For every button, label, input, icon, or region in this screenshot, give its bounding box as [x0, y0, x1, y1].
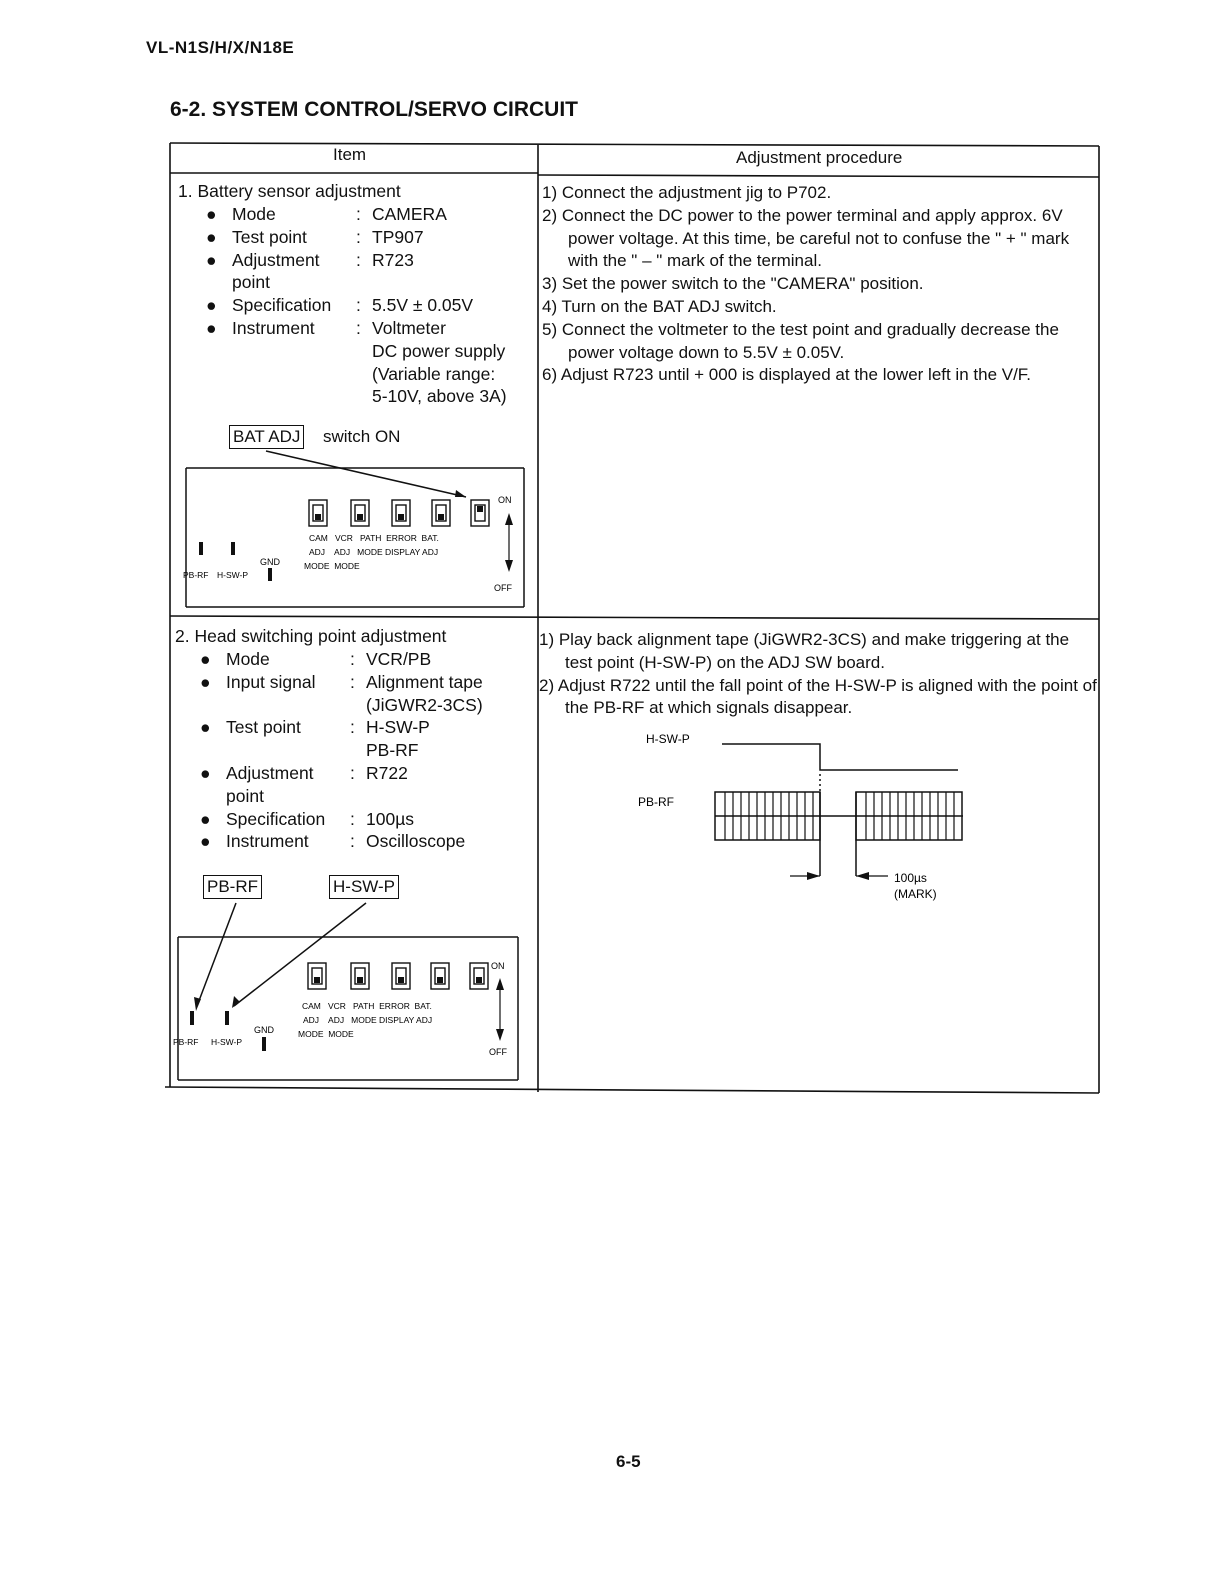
procedure-step: 2) Connect the DC power to the power terminal and apply approx. 6V power voltage. At this time, be careful not to confuse the " + " mark with the " – " mark of the terminal. — [542, 205, 1070, 271]
procedure-step: 2) Adjust R722 until the fall point of the H-SW-P is aligned with the point of the PB-RF at which signals disappear. — [539, 675, 1097, 718]
procedure-step: 5) Connect the voltmeter to the test point and gradually decrease the power voltage down to 5.5V ± 0.05V. — [542, 319, 1059, 362]
model-number: VL-N1S/H/X/N18E — [146, 38, 295, 57]
item2-specs: ● Mode : VCR/PB ● Input signal : Alignment tape (JiGWR2-3CS) ● Test point : H-SW-P PB-RF ● Adjustment : R722 point ● Specification : 100µs ● Instrument : Oscilloscope — [200, 649, 483, 852]
column-header-item: Item — [333, 145, 367, 164]
procedure-step: 4) Turn on the BAT ADJ switch. — [542, 296, 777, 316]
item1-specs: ● Mode : CAMERA ● Test point : TP907 ● Adjustment : R723 point ● Specification : 5.5V ± 0.05V ● Instrument : Voltmeter DC power supply (Variable range: 5-10V, above 3A) — [206, 204, 507, 407]
switch-labels-row1: CAM VCR PATH ERROR BAT. — [302, 1001, 432, 1011]
on-label: ON — [491, 961, 505, 971]
waveform-pb-rf-label: PB-RF — [638, 795, 674, 809]
procedure-step: 1) Play back alignment tape (JiGWR2-3CS) and make triggering at the test point (H-SW-P) on the ADJ SW board. — [539, 630, 1070, 672]
pb-rf-pin-label: PB-RF — [183, 570, 209, 580]
switch-on-text: switch ON — [323, 427, 401, 446]
waveform-time-label: 100µs — [894, 871, 927, 885]
column-header-procedure: Adjustment procedure — [736, 148, 903, 167]
procedure-step: 6) Adjust R723 until + 000 is displayed at the lower left in the V/F. — [542, 365, 1032, 385]
procedure-step: 1) Connect the adjustment jig to P702. — [542, 183, 832, 202]
waveform-h-sw-p-label: H-SW-P — [646, 732, 690, 746]
gnd-label: GND — [260, 557, 280, 567]
h-sw-p-pin-label: H-SW-P — [211, 1037, 243, 1047]
item1-procedure — [542, 182, 1097, 387]
bat-adj-label-box: BAT ADJ — [229, 425, 304, 449]
section-title: 6-2. SYSTEM CONTROL/SERVO CIRCUIT — [170, 98, 578, 121]
procedure-step: 3) Set the power switch to the "CAMERA" position. — [542, 274, 924, 294]
adj-sw-board-diagram-2 — [168, 895, 530, 1090]
h-sw-p-label-box: H-SW-P — [329, 875, 399, 899]
switch-labels-row3: MODE MODE — [304, 561, 360, 571]
h-sw-p-pin-label: H-SW-P — [217, 570, 249, 580]
page-number: 6-5 — [616, 1452, 641, 1471]
on-label: ON — [498, 495, 512, 505]
switch-labels-row2: ADJ ADJ MODE DISPLAY ADJ — [303, 1015, 433, 1025]
item2-title: 2. Head switching point adjustment — [175, 626, 447, 646]
adj-sw-board-diagram-1 — [176, 445, 532, 615]
waveform-diagram — [630, 728, 990, 908]
waveform-mark-label: (MARK) — [894, 887, 937, 901]
item2-procedure — [539, 629, 1097, 720]
pb-rf-label-box: PB-RF — [203, 875, 262, 899]
switch-labels-row3: MODE MODE — [298, 1029, 354, 1039]
item1-title: 1. Battery sensor adjustment — [178, 181, 401, 201]
pb-rf-pin-label: PB-RF — [173, 1037, 199, 1047]
gnd-label: GND — [254, 1025, 274, 1035]
off-label: OFF — [489, 1047, 507, 1057]
switch-labels-row2: ADJ ADJ MODE DISPLAY ADJ — [309, 547, 439, 557]
switch-labels-row1: CAM VCR PATH ERROR BAT. — [309, 533, 439, 543]
off-label: OFF — [494, 583, 512, 593]
